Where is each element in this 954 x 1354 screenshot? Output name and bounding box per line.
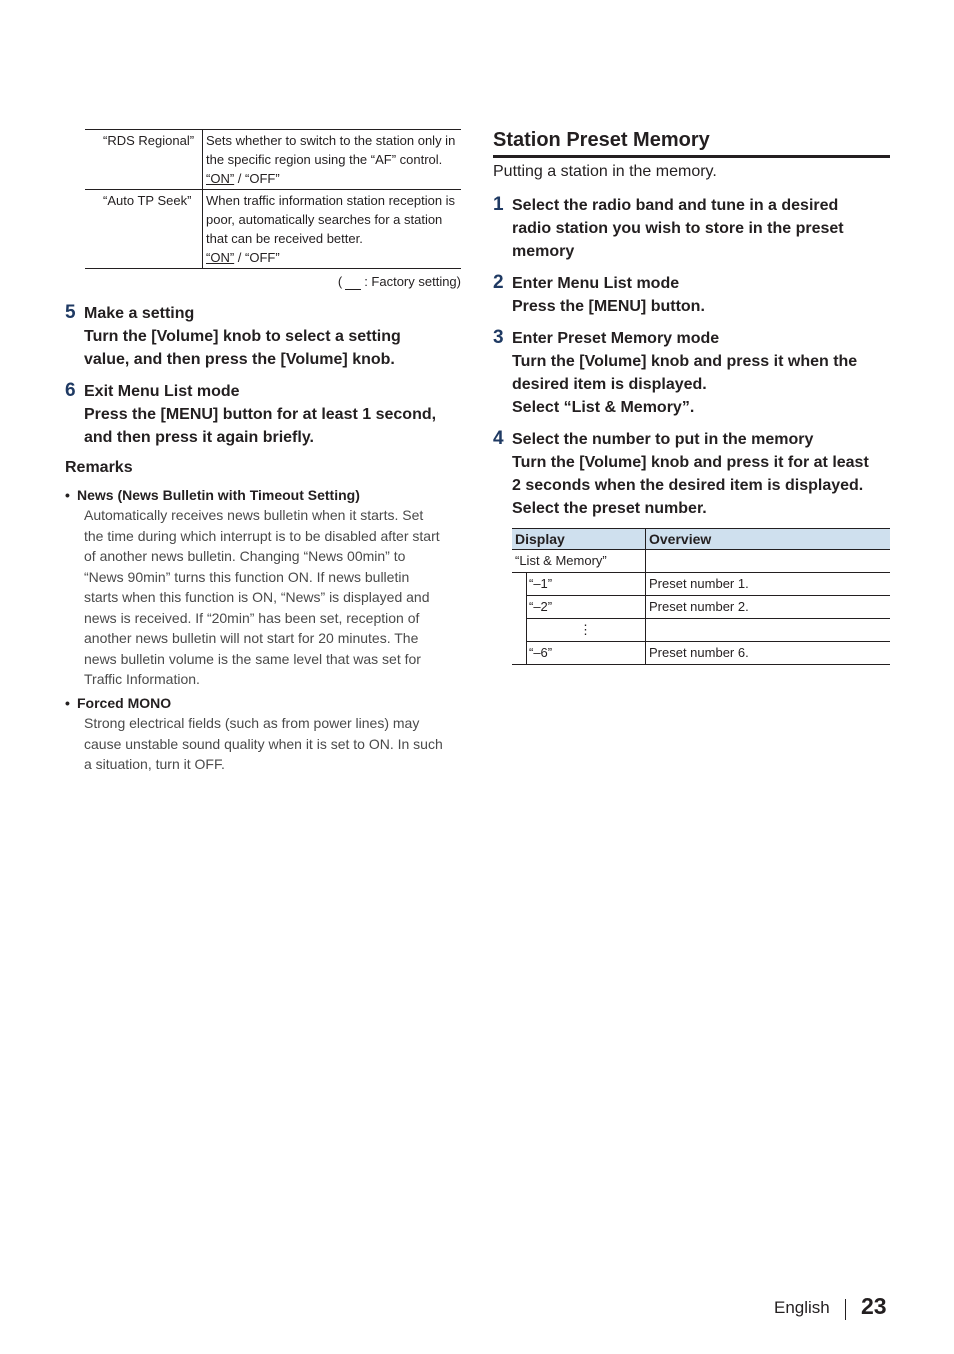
overview-cell: Preset number 2. (646, 596, 891, 619)
factory-underline-sample (345, 274, 361, 290)
remark-text: Automatically receives news bulletin when it starts. Set the time during which interrupt is to be disabled after start of another news bulletin. Changing “News 00min” to “News 90min” turns this function ON. If news bulletin starts when this function is ON, “News” is displayed and news is received. If “20min” has been set, reception of another news bulletin will not start for 20 minutes. The news bulletin volume is the same level that was set for Traffic Information. (84, 507, 440, 687)
step-line: radio station you wish to store in the preset (512, 220, 844, 237)
step-line: Enter Preset Memory mode (512, 330, 720, 347)
remark-heading (65, 693, 444, 713)
table-row (512, 619, 890, 642)
step-text: Press the [MENU] button for at least 1 second, (84, 406, 437, 423)
remarks-heading: Remarks (65, 459, 133, 476)
remark-text: Strong electrical fields (such as from power lines) may cause unstable sound quality when it is set to ON. In such a situation, turn it OFF. (84, 715, 443, 772)
setting-name: “RDS Regional” (85, 130, 203, 190)
table-row (512, 573, 890, 596)
step-number: 4 (493, 428, 504, 449)
setting-desc-text: When traffic information station reception is poor, automatically searches for a station that can be received better. (206, 193, 456, 246)
step-body (84, 302, 401, 371)
step-line: Press the [MENU] button. (512, 298, 705, 315)
factory-note-open: ( (337, 274, 343, 289)
page-number: 23 (861, 1293, 887, 1319)
option-on: “ON” (206, 250, 235, 265)
step-number: 2 (493, 272, 504, 293)
ellipsis-cell: ⋮ (527, 619, 646, 642)
column-header-overview: Overview (646, 529, 891, 550)
indent-cell (512, 573, 527, 596)
table-row (512, 596, 890, 619)
display-cell: “–6” (527, 642, 646, 665)
setting-name: “Auto TP Seek” (85, 190, 203, 269)
option-separator: / (234, 250, 246, 265)
option-off: “OFF” (245, 171, 280, 186)
indent-cell (512, 619, 527, 642)
overview-cell: Preset number 6. (646, 642, 891, 665)
settings-table (85, 129, 461, 269)
step-line: Turn the [Volume] knob and press it when the (512, 353, 858, 370)
step-number: 5 (65, 302, 76, 323)
step-body (512, 194, 844, 263)
setting-description (203, 190, 462, 269)
factory-note-label: : Factory setting) (364, 274, 461, 289)
step-line: Select the number to put in the memory (512, 431, 814, 448)
step-line: Select the radio band and tune in a desired (512, 197, 839, 214)
step-body (512, 272, 705, 318)
step-line: memory (512, 243, 575, 260)
step-line: Enter Menu List mode (512, 275, 680, 292)
section-title: Station Preset Memory (493, 127, 890, 158)
column-header-display: Display (512, 529, 646, 550)
step-body (512, 327, 857, 419)
overview-cell: Preset number 1. (646, 573, 891, 596)
display-cell: “List & Memory” (512, 550, 646, 573)
step-line: Turn the [Volume] knob and press it for at least (512, 454, 869, 471)
table-row (512, 642, 890, 665)
step-number: 6 (65, 380, 76, 401)
indent-cell (512, 596, 527, 619)
table-header-row (512, 529, 890, 550)
step-number: 3 (493, 327, 504, 348)
footer-divider (845, 1299, 846, 1320)
step-line: 2 seconds when the desired item is displayed. (512, 477, 864, 494)
step-text: value, and then press the [Volume] knob. (84, 351, 395, 368)
step-body (84, 380, 436, 449)
option-separator: / (234, 171, 246, 186)
step-text: Turn the [Volume] knob to select a setting (84, 328, 401, 345)
table-row (512, 550, 890, 573)
step-line: Select the preset number. (512, 500, 707, 517)
display-cell: “–1” (527, 573, 646, 596)
step-title: Make a setting (84, 305, 195, 322)
table-row (85, 190, 461, 269)
setting-description (203, 130, 462, 190)
display-cell: “–2” (527, 596, 646, 619)
step-body (512, 428, 869, 520)
bullet: • (65, 487, 70, 503)
footer-language: English (774, 1298, 830, 1317)
overview-cell (646, 619, 891, 642)
indent-cell (512, 642, 527, 665)
remark-title: Forced MONO (77, 695, 172, 711)
table-row (85, 130, 461, 190)
setting-desc-text: Sets whether to switch to the station only in the specific region using the “AF” control. (206, 133, 456, 167)
section-intro: Putting a station in the memory. (493, 163, 717, 180)
step-title: Exit Menu List mode (84, 383, 240, 400)
remark-news (65, 485, 444, 690)
step-line: Select “List & Memory”. (512, 399, 695, 416)
step-line: desired item is displayed. (512, 376, 707, 393)
preset-table (512, 528, 890, 665)
step-text: and then press it again briefly. (84, 429, 314, 446)
step-number: 1 (493, 194, 504, 215)
remark-forced-mono (65, 693, 444, 775)
bullet: • (65, 695, 70, 711)
remark-heading (65, 485, 444, 505)
option-off: “OFF” (245, 250, 280, 265)
option-on: “ON” (206, 171, 235, 186)
remark-title: News (News Bulletin with Timeout Setting) (77, 487, 360, 503)
factory-setting-note (300, 274, 461, 290)
overview-cell (646, 550, 891, 573)
